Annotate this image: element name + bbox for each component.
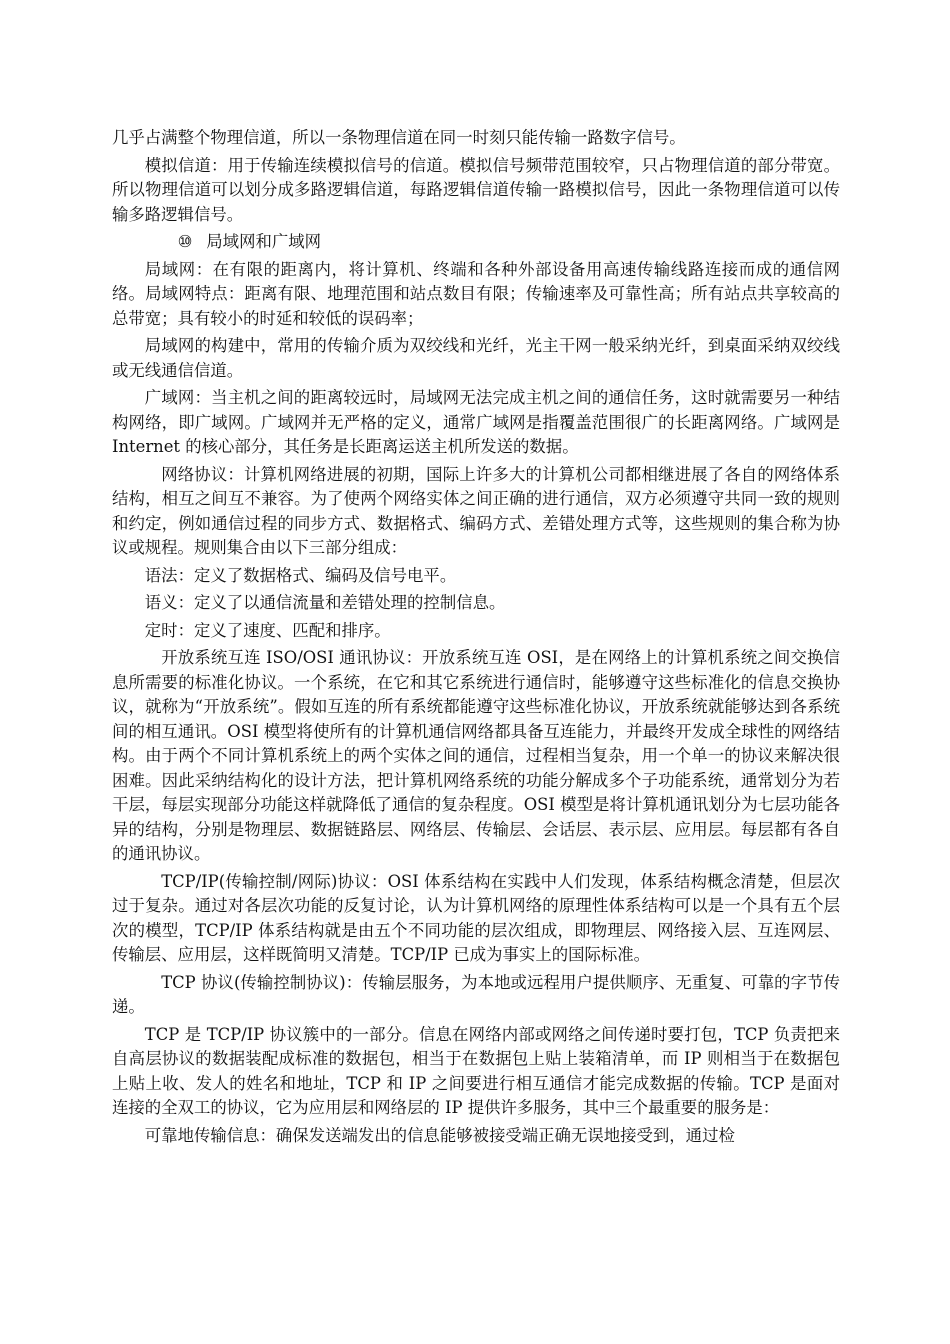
- paragraph-lan-media: 局域网的构建中，常用的传输介质为双绞线和光纤，光主干网一般采纳光纤，到桌面采纳双绞线或无线通信信道。: [112, 336, 840, 380]
- paragraph-syntax: 语法：定义了数据格式、编码及信号电平。: [144, 565, 457, 585]
- paragraph-reliable-transfer: 可靠地传输信息：确保发送端发出的信息能够被接受端正确无误地接受到，通过检: [144, 1125, 735, 1145]
- paragraph-iso-osi: 开放系统互连 ISO/OSI 通讯协议：开放系统互连 OSI，是在网络上的计算机系统之间交换信息所需要的标准化协议。一个系统，在它和其它系统进行通信时，能够遵守这些标准化的信息交换协议，就称为“开放系统”。假如互连的所有系统都能遵守这些标准化协议，开放系统就能够达到各系统间的相互通讯。OSI 模型将使所有的计算机通信网络都具备互连能力，并最终开发成全球性的网络结构。由于两个不同计算机系统上的两个实体之间的通信，过程相当复杂，用一个单一的协议来解决很困难。因此采纳结构化的设计方法，把计算机网络系统的功能分解成多个子功能系统，通常划分为若干层，每层实现部分功能这样就降低了通信的复杂程度。OSI 模型是将计算机通讯划分为七层功能各异的结构，分别是物理层、数据链路层、网络层、传输层、会话层、表示层、应用层。每层都有各自的通讯协议。: [112, 648, 840, 863]
- paragraph-lan-definition: 局域网：在有限的距离内，将计算机、终端和各种外部设备用高速传输线路连接而成的通信网络。局域网特点：距离有限、地理范围和站点数目有限；传输速率及可靠性高；所有站点共享较高的总带宽；具有较小的时延和较低的误码率；: [112, 259, 840, 328]
- paragraph-timing: 定时：定义了速度、匹配和排序。: [144, 620, 391, 640]
- paragraph-tcp-protocol: TCP 协议(传输控制协议)：传输层服务，为本地或远程用户提供顺序、无重复、可靠的字节传递。: [112, 972, 840, 1016]
- paragraph-semantics: 语义：定义了以通信流量和差错处理的控制信息。: [144, 593, 506, 612]
- paragraph-channel-continued: 几乎占满整个物理信道，所以一条物理信道在同一时刻只能传输一路数字信号。: [112, 128, 686, 147]
- paragraph-tcp-ip: TCP/IP(传输控制/网际)协议：OSI 体系结构在实践中人们发现，体系结构概念清楚，但层次过于复杂。通过对各层次功能的反复讨论，认为计算机网络的原理性体系结构可以是一个具有五个层次的模型，TCP/IP 体系结构就是由五个不同功能的层次组成，即物理层、网络接入层、互连网层、传输层、应用层，这样既简明又清楚。TCP/IP 已成为事实上的国际标准。: [112, 871, 840, 964]
- heading-number: ⑩: [177, 232, 193, 251]
- paragraph-wan-definition: 广域网：当主机之间的距离较远时，局域网无法完成主机之间的通信任务，这时就需要另一种结构网络，即广域网。广域网并无严格的定义，通常广域网是指覆盖范围很广的长距离网络。广域网是 Internet 的核心部分，其任务是长距离运送主机所发送的数据。: [112, 388, 840, 456]
- paragraph-analog-channel: 模拟信道：用于传输连续模拟信号的信道。模拟信号频带范围较窄，只占物理信道的部分带宽。所以物理信道可以划分成多路逻辑信道，每路逻辑信道传输一路模拟信号，因此一条物理信道可以传输多路逻辑信号。: [112, 155, 840, 224]
- paragraph-tcp-details: TCP 是 TCP/IP 协议簇中的一部分。信息在网络内部或网络之间传递时要打包，TCP 负责把来自高层协议的数据装配成标准的数据包，相当于在数据包上贴上装箱清单，而 IP 则相当于在数据包上贴上收、发人的姓名和地址，TCP 和 IP 之间要进行相互通信才能完成数据的传输。TCP 是面对连接的全双工的协议，它为应用层和网络层的 IP 提供许多服务，其中三个最重要的服务是：: [112, 1024, 840, 1117]
- heading-title: 局域网和广域网: [206, 232, 322, 251]
- paragraph-network-protocol: 网络协议：计算机网络进展的初期，国际上许多大的计算机公司都相继进展了各自的网络体系结构，相互之间互不兼容。为了使两个网络实体之间正确的进行通信，双方必须遵守共同一致的规则和约定，例如通信过程的同步方式、数据格式、编码方式、差错处理方式等，这些规则的集合称为协议或规程。规则集合由以下三部分组成：: [112, 464, 840, 557]
- document-body: [112, 126, 840, 1151]
- section-heading-lan-wan: [112, 230, 840, 255]
